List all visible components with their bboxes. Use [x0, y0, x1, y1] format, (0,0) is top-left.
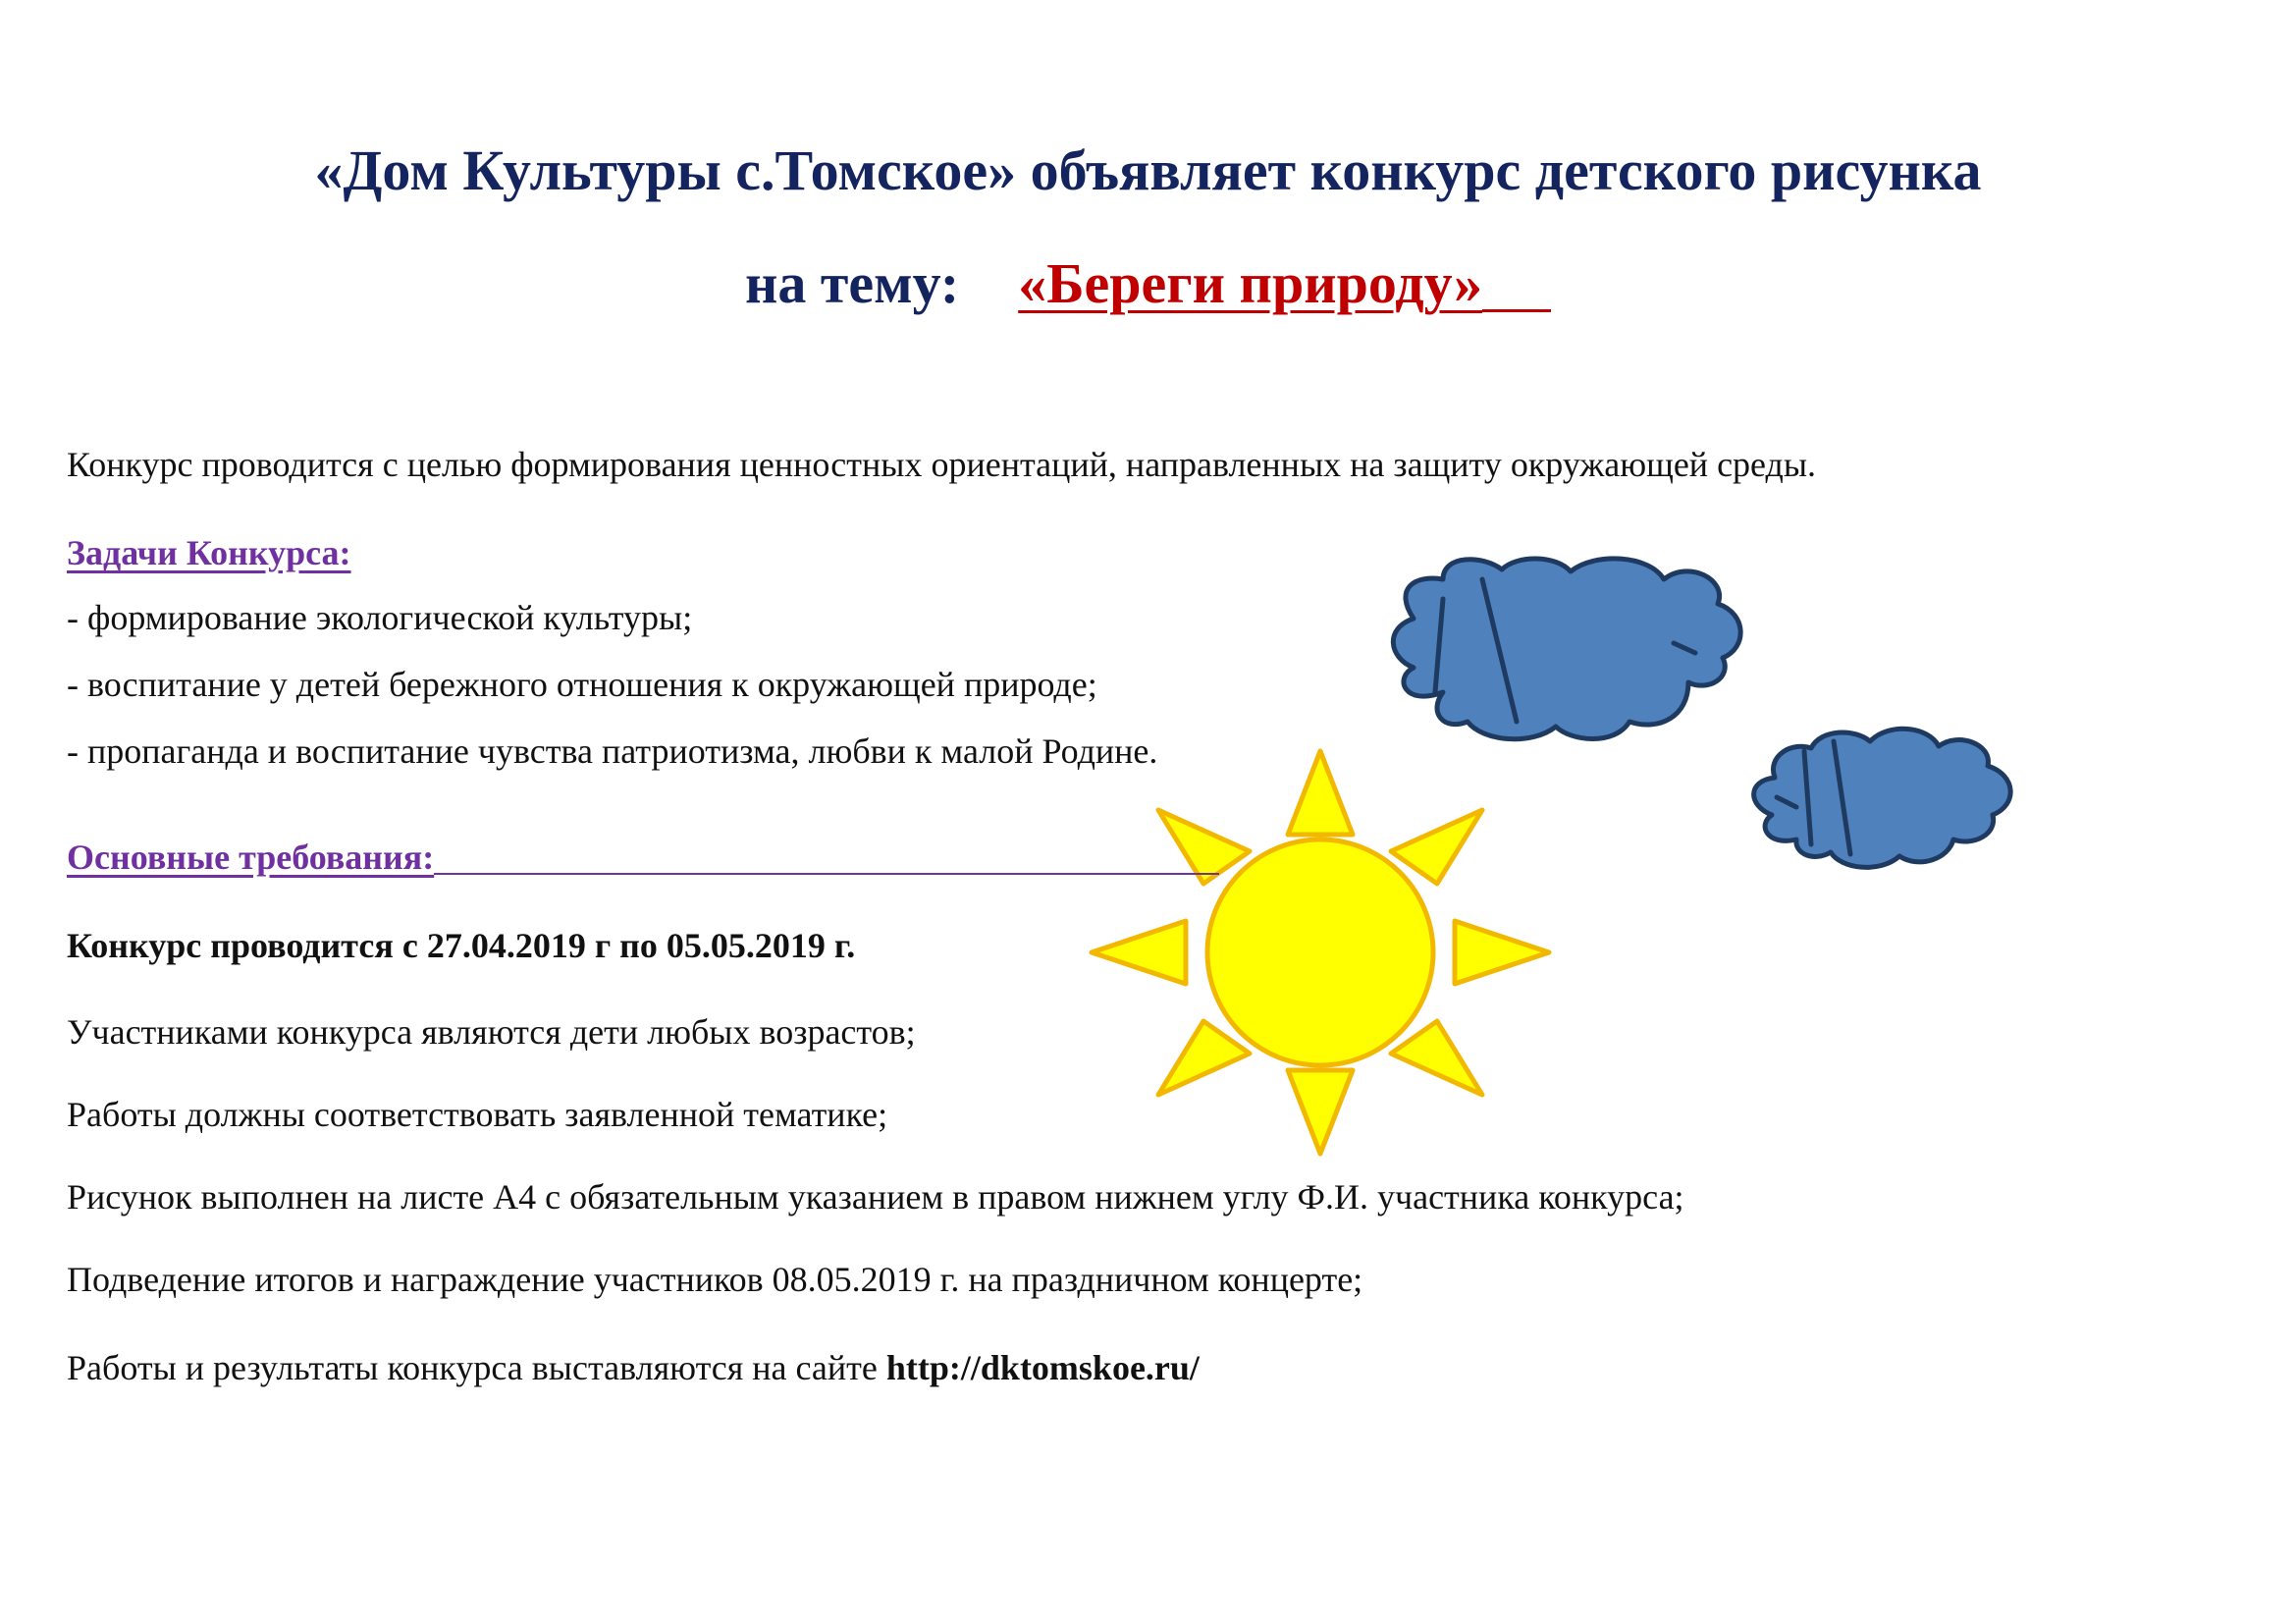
contest-dates: Конкурс проводится с 27.04.2019 г по 05.05.2019 г. — [67, 926, 856, 965]
website-link[interactable]: http://dktomskoe.ru/ — [885, 1348, 1200, 1387]
page-subtitle — [0, 250, 2296, 316]
requirement-item: Участниками конкурса являются дети любых возрастов; — [67, 1012, 916, 1052]
requirement-item: Подведение итогов и награждение участников 08.05.2019 г. на праздничном концерте; — [67, 1260, 1363, 1299]
page-title: «Дом Культуры с.Томское» объявляет конкурс детского рисунка — [314, 138, 1982, 202]
task-item: - воспитание у детей бережного отношения к окружающей природе; — [67, 665, 1097, 704]
cloud-icon — [1393, 559, 1740, 739]
tasks-heading: Задачи Конкурса: — [67, 533, 351, 572]
website-line — [67, 1347, 1200, 1388]
intro-text: Конкурс проводится с целью формирования ценностных ориентаций, направленных на защиту окружающей среды. — [67, 445, 1817, 484]
subtitle-prefix: на тему: — [744, 251, 960, 315]
sun-icon — [1092, 751, 1549, 1154]
task-item: - формирование экологической культуры; — [67, 598, 693, 637]
website-prefix: Работы и результаты конкурса выставляются на сайте — [67, 1348, 886, 1387]
theme-underline — [1482, 308, 1551, 312]
requirement-item: Рисунок выполнен на листе А4 с обязательным указанием в правом нижнем углу Ф.И. участника конкурса; — [67, 1177, 1684, 1217]
requirements-heading-row — [67, 837, 1219, 878]
requirement-item: Работы должны соответствовать заявленной тематике; — [67, 1095, 888, 1134]
contest-theme: «Береги природу» — [1018, 251, 1483, 315]
cloud-icon — [1754, 729, 2011, 867]
requirements-heading: Основные требования: — [67, 838, 435, 877]
task-item: - пропаганда и воспитание чувства патриотизма, любви к малой Родине. — [67, 731, 1158, 771]
heading-underline — [434, 872, 1219, 875]
